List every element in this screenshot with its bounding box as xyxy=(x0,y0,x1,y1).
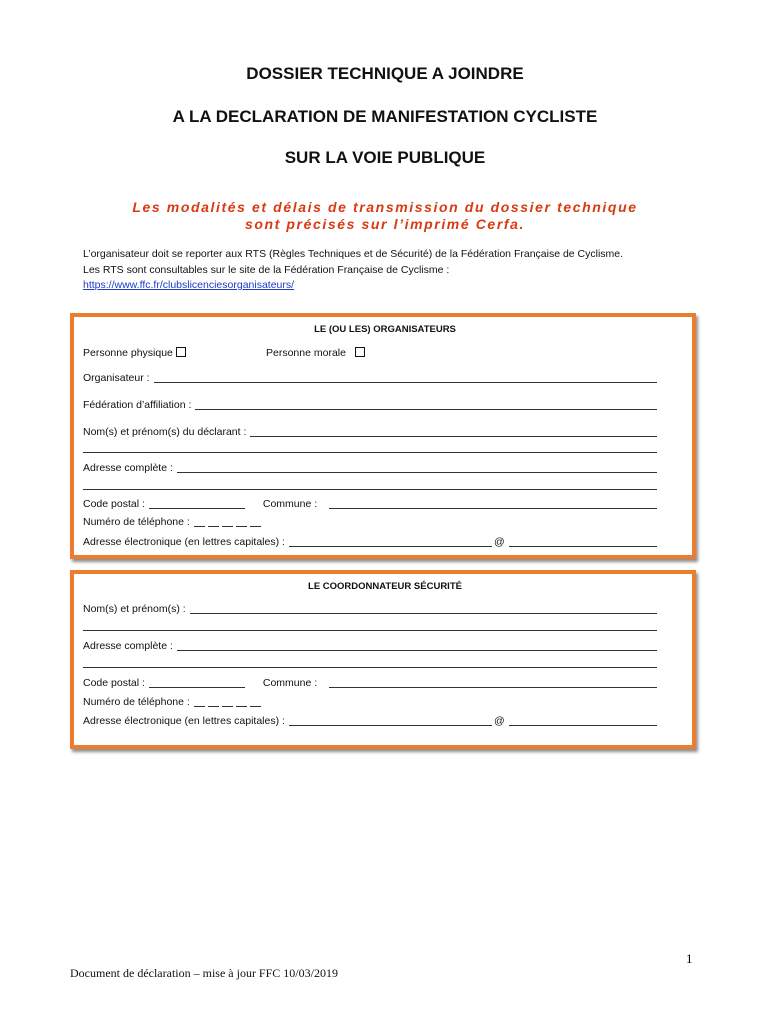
postal-code-field[interactable] xyxy=(149,507,245,509)
phone-field[interactable] xyxy=(83,515,657,529)
coord-name-extra-line[interactable] xyxy=(83,630,657,631)
title-line-3: SUR LA VOIE PUBLIQUE xyxy=(284,148,486,167)
rts-link[interactable]: https://www.ffc.fr/clubslicenciesorganisateurs/ xyxy=(83,279,295,291)
subtitle-line-2: sont précisés sur l’imprimé Cerfa. xyxy=(244,216,526,232)
organisateurs-title: LE (OU LES) ORGANISATEURS xyxy=(314,324,456,335)
address-label: Adresse complète : xyxy=(83,462,173,474)
personne-physique-row xyxy=(83,346,186,360)
coordonnateur-title: LE COORDONNATEUR SÉCURITÉ xyxy=(308,581,462,592)
federation-field[interactable] xyxy=(83,398,657,412)
personne-morale-checkbox[interactable] xyxy=(355,347,365,357)
title-line-1: DOSSIER TECHNIQUE A JOINDRE xyxy=(246,64,524,83)
declarant-name-extra-line[interactable] xyxy=(83,452,657,453)
coord-email-at-sign: @ xyxy=(493,715,505,727)
commune-field[interactable] xyxy=(329,507,657,509)
intro-line-2: Les RTS sont consultables sur le site de la Fédération Française de Cyclisme : xyxy=(83,264,450,276)
organisateur-field[interactable] xyxy=(83,371,657,385)
page-number: 1 xyxy=(686,951,693,966)
address-field[interactable] xyxy=(83,461,657,475)
commune-label: Commune : xyxy=(262,498,318,510)
coord-commune-label: Commune : xyxy=(262,677,318,689)
coord-address-extra-line[interactable] xyxy=(83,667,657,668)
coord-postal-code-field[interactable] xyxy=(149,686,245,688)
coord-email-label: Adresse électronique (en lettres capitales) : xyxy=(83,715,285,727)
organisateur-label: Organisateur : xyxy=(83,372,150,384)
personne-morale-label: Personne morale xyxy=(266,347,346,359)
personne-physique-label: Personne physique xyxy=(83,347,173,359)
title-line-2: A LA DECLARATION DE MANIFESTATION CYCLISTE xyxy=(172,107,598,126)
federation-label: Fédération d’affiliation : xyxy=(83,399,192,411)
personne-physique-checkbox[interactable] xyxy=(176,347,186,357)
coord-name-label: Nom(s) et prénom(s) : xyxy=(83,603,186,615)
coord-phone-field[interactable] xyxy=(83,695,657,709)
email-at-sign: @ xyxy=(493,536,505,548)
intro-line-1: L’organisateur doit se reporter aux RTS (Règles Techniques et de Sécurité) de la Fédération Française de Cyclisme. xyxy=(83,248,624,260)
postal-commune-row xyxy=(83,497,657,511)
coord-address-field[interactable] xyxy=(83,639,657,653)
postal-code-label: Code postal : xyxy=(83,498,145,510)
coord-postal-commune-row xyxy=(83,676,657,690)
address-extra-line[interactable] xyxy=(83,489,657,490)
coord-postal-code-label: Code postal : xyxy=(83,677,145,689)
phone-label: Numéro de téléphone : xyxy=(83,516,190,528)
declarant-name-label: Nom(s) et prénom(s) du déclarant : xyxy=(83,426,247,438)
coord-commune-field[interactable] xyxy=(329,686,657,688)
coord-address-label: Adresse complète : xyxy=(83,640,173,652)
email-label: Adresse électronique (en lettres capitales) : xyxy=(83,536,285,548)
subtitle-line-1: Les modalités et délais de transmission du dossier technique xyxy=(132,199,638,215)
coord-name-field[interactable] xyxy=(83,602,657,616)
declarant-name-field[interactable] xyxy=(83,425,657,439)
personne-morale-row xyxy=(266,346,365,360)
email-field[interactable] xyxy=(83,535,657,549)
footer-text: Document de déclaration – mise à jour FFC 10/03/2019 xyxy=(70,966,338,980)
coord-email-field[interactable] xyxy=(83,714,657,728)
coord-phone-label: Numéro de téléphone : xyxy=(83,696,190,708)
